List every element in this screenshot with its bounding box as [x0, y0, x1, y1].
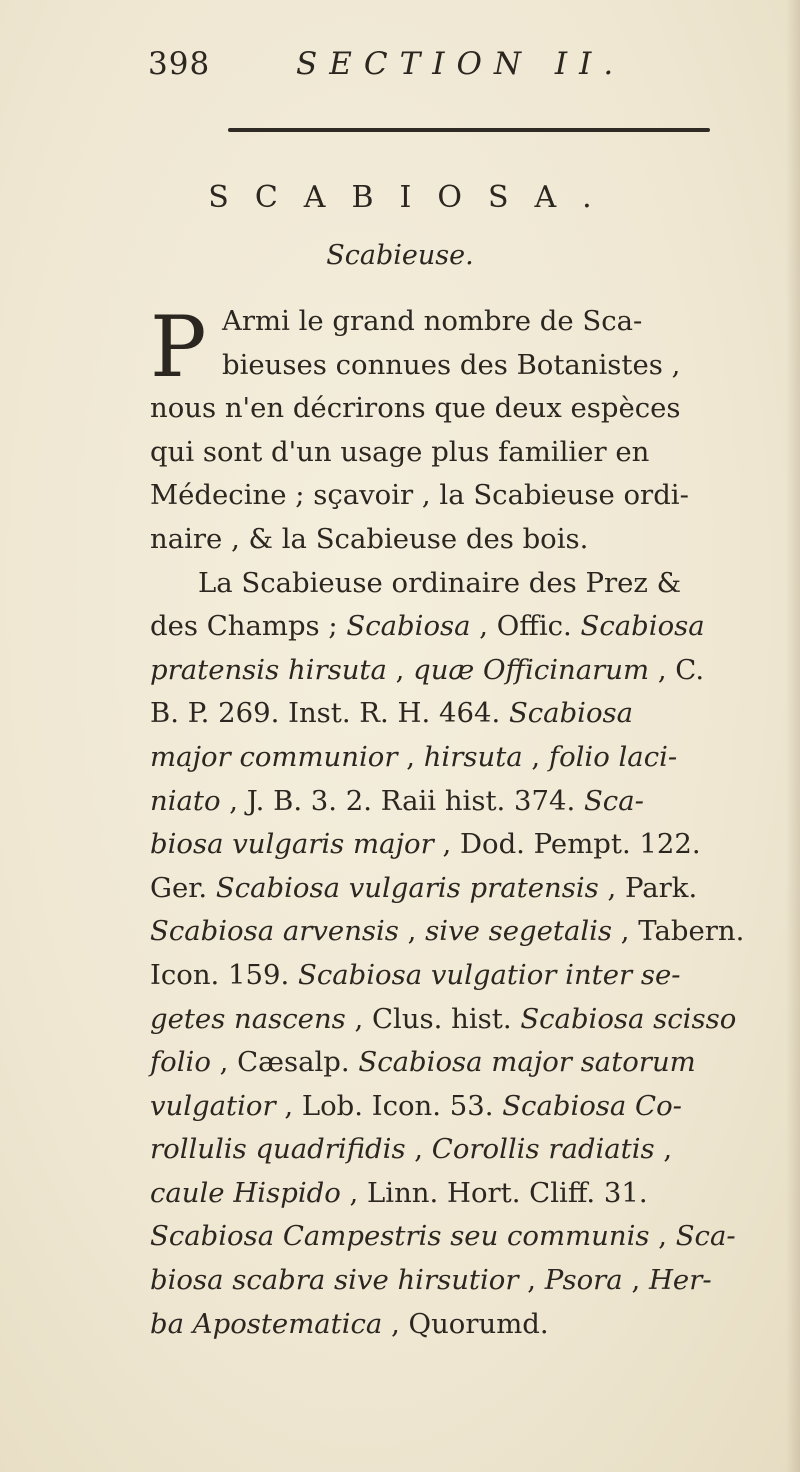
- italic-text: Sca-: [675, 1220, 736, 1253]
- text-run: , Offic.: [470, 610, 581, 643]
- text-run: , Quorumd.: [382, 1307, 549, 1340]
- text-run: naire , & la Scabieuse des bois.: [150, 522, 589, 555]
- italic-text: Her-: [648, 1264, 712, 1297]
- text-line: [150, 867, 744, 911]
- text-run: La Scabieuse ordinaire des Prez &: [198, 566, 682, 599]
- text-line: [150, 605, 744, 649]
- text-line: [150, 910, 744, 954]
- text-line: [150, 300, 744, 344]
- section-title: SCABIOSA.: [208, 180, 618, 215]
- text-run: , Dod. Pempt. 122.: [433, 828, 701, 861]
- section-subtitle: Scabieuse.: [326, 240, 474, 271]
- italic-text: rollulis quadrifidis: [150, 1133, 406, 1166]
- text-run: ,: [397, 740, 424, 773]
- italic-text: Corollis radiatis: [431, 1133, 655, 1166]
- text-line: [150, 823, 744, 867]
- text-line: [150, 431, 744, 475]
- italic-text: ba Apostematica: [150, 1307, 383, 1340]
- italic-text: folio: [150, 1046, 211, 1079]
- italic-text: Scabiosa arvensis: [150, 915, 399, 948]
- italic-text: getes nascens: [150, 1002, 346, 1035]
- italic-text: biosa vulgaris major: [150, 828, 434, 861]
- text-run: , Park.: [598, 871, 698, 904]
- text-line: [150, 1172, 744, 1216]
- text-line: [150, 954, 744, 998]
- text-line: [150, 387, 744, 431]
- text-line: [150, 1215, 744, 1259]
- text-line: [150, 649, 744, 693]
- italic-text: Scabiosa: [580, 610, 705, 643]
- text-run: , Tabern.: [612, 915, 745, 948]
- text-run: , J. B. 3. 2. Raii hist. 374.: [220, 784, 584, 817]
- header-rule: [228, 128, 710, 132]
- italic-text: Scabiosa Co-: [502, 1089, 682, 1122]
- running-head: SECTION II.: [296, 46, 626, 82]
- body-text: [150, 300, 744, 1346]
- italic-text: Scabiosa: [508, 697, 634, 730]
- text-run: , Cæsalp.: [210, 1046, 359, 1079]
- text-run: ,: [522, 740, 549, 773]
- italic-text: vulgatior: [150, 1089, 276, 1122]
- text-line: [150, 562, 744, 606]
- italic-text: folio laci-: [548, 740, 678, 773]
- text-run: , Clus. hist.: [345, 1002, 521, 1035]
- text-run: , Lob. Icon. 53.: [275, 1089, 503, 1122]
- text-line: [150, 518, 744, 562]
- text-run: bieuses connues des Botanistes ,: [222, 348, 681, 381]
- text-run: , Linn. Hort. Cliff. 31.: [340, 1176, 648, 1209]
- italic-text: major communior: [150, 740, 398, 773]
- text-line: [150, 1085, 744, 1129]
- italic-text: Scabiosa vulgaris pratensis: [215, 871, 599, 904]
- text-line: [150, 1259, 744, 1303]
- text-line: [150, 998, 744, 1042]
- text-run: Icon. 159.: [150, 958, 298, 991]
- italic-text: biosa scabra sive hirsutior: [150, 1264, 519, 1297]
- italic-text: Scabiosa: [346, 610, 471, 643]
- text-run: ,: [649, 1220, 676, 1253]
- page-edge-shadow: [786, 0, 800, 1472]
- italic-text: niato: [150, 784, 221, 817]
- italic-text: Sca-: [583, 784, 644, 817]
- text-run: B. P. 269. Inst. R. H. 464.: [150, 697, 509, 730]
- drop-capital: P: [150, 298, 207, 396]
- italic-text: sive segetalis: [425, 915, 613, 948]
- text-run: ,: [518, 1264, 545, 1297]
- italic-text: Scabiosa Campestris seu communis: [150, 1220, 650, 1253]
- text-run: ,: [622, 1264, 649, 1297]
- text-run: des Champs ;: [150, 610, 347, 643]
- paragraph: [150, 300, 744, 562]
- text-run: , C.: [649, 653, 705, 686]
- italic-text: hirsuta: [423, 740, 523, 773]
- text-run: Armi le grand nombre de Sca-: [222, 305, 643, 337]
- italic-text: Scabiosa vulgatior inter se-: [298, 958, 681, 991]
- text-run: Ger.: [150, 871, 216, 904]
- text-line: [150, 1041, 744, 1085]
- page-number: 398: [148, 46, 211, 82]
- italic-text: quæ Officinarum: [413, 653, 650, 686]
- text-line: [150, 474, 744, 518]
- text-line: [150, 780, 744, 824]
- text-line: [150, 692, 744, 736]
- italic-text: Psora: [544, 1264, 623, 1297]
- italic-text: Scabiosa scisso: [520, 1002, 737, 1035]
- paragraph: [150, 562, 744, 1347]
- text-run: nous n'en décrirons que deux espèces: [150, 392, 681, 425]
- text-run: ,: [398, 915, 426, 948]
- text-line: [150, 1128, 744, 1172]
- page-header: [148, 46, 708, 96]
- text-run: qui sont d'un usage plus familier en: [150, 435, 650, 468]
- italic-text: Scabiosa major satorum: [358, 1046, 696, 1079]
- text-run: ,: [654, 1133, 673, 1166]
- text-run: ,: [405, 1133, 432, 1166]
- text-line: [150, 1303, 744, 1347]
- text-line: [150, 344, 744, 388]
- text-run: ,: [386, 653, 414, 686]
- italic-text: pratensis hirsuta: [150, 653, 387, 686]
- italic-text: caule Hispido: [150, 1176, 341, 1209]
- text-run: Médecine ; sçavoir , la Scabieuse ordi-: [150, 479, 689, 512]
- text-line: [150, 736, 744, 780]
